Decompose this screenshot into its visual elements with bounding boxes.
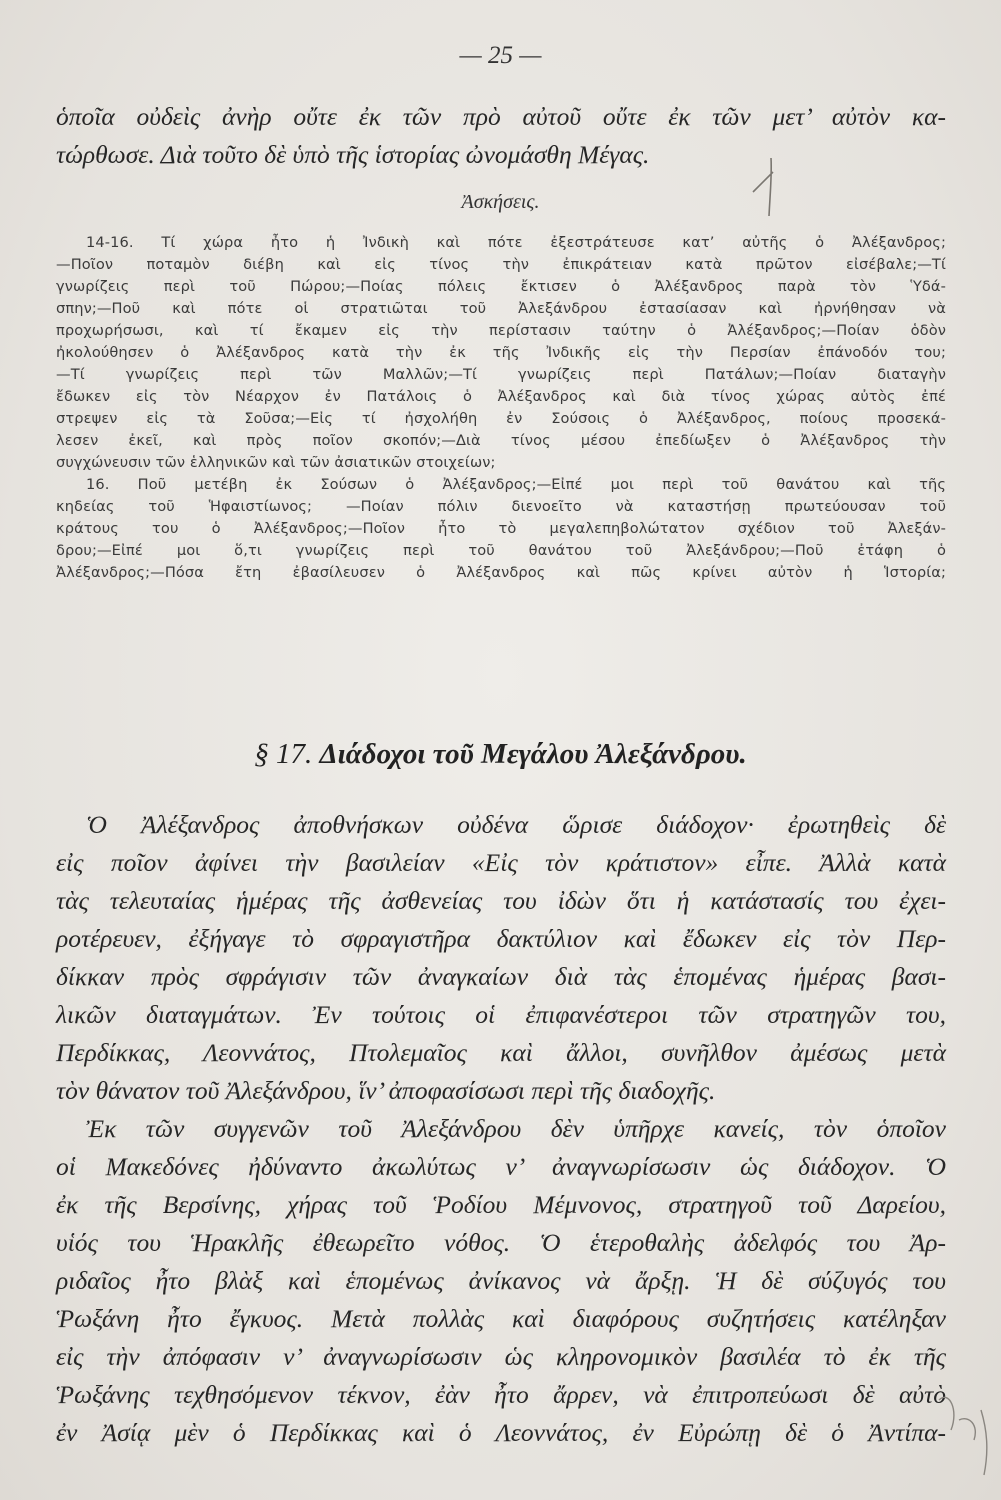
text-line: Ὁ Ἀλέξανδρος ἀποθνήσκων οὐδένα ὥρισε διάδοχον· ἐρωτηθεὶς δὲ (86, 810, 946, 839)
text-line: ἐν Ἀσίᾳ μὲν ὁ Περδίκκας καὶ ὁ Λεοννάτος, ἐν Εὐρώπῃ δὲ ὁ Ἀντίπα- (56, 1418, 946, 1447)
exercise-line: —Τί γνωρίζεις περὶ τῶν Μαλλῶν;—Τί γνωρίζεις περὶ Πατάλων;—Ποίαν διαταγὴν (56, 366, 946, 383)
exercise-line: γνωρίζεις περὶ τοῦ Πώρου;—Ποίας πόλεις ἔκτισεν ὁ Ἀλέξανδρος παρὰ τὸν Ὑδά- (56, 278, 946, 295)
exercise-line: 16. Ποῦ μετέβη ἐκ Σούσων ὁ Ἀλέξανδρος;—Εἰπέ μοι περὶ τοῦ θανάτου καὶ τῆς (86, 476, 946, 493)
page-number: — 25 — (459, 42, 542, 69)
text-line: τὸν θάνατον τοῦ Ἀλεξάνδρου, ἵν’ ἀποφασίσωσι περὶ τῆς διαδοχῆς. (56, 1076, 716, 1105)
intro-paragraph (56, 98, 946, 174)
text-line: οἱ Μακεδόνες ἠδύναντο ἀκωλύτως ν’ ἀναγνωρίσωσιν ὡς διάδοχον. Ὁ (56, 1152, 946, 1181)
exercise-line: στρεψεν εἰς τὰ Σοῦσα;—Εἰς τί ἠσχολήθη ἐν Σούσοις ὁ Ἀλέξανδρος, ποίους προσεκά- (56, 410, 946, 427)
exercise-line: προχωρήσωσι, καὶ τί ἔκαμεν εἰς τὴν περίστασιν ταύτην ὁ Ἀλέξανδρος;—Ποίαν ὁδὸν (56, 322, 946, 339)
exercises-heading: Ἀσκήσεις. (461, 191, 540, 213)
exercise-line: ἔδωκεν εἰς τὸν Νέαρχον ἐν Πατάλοις ὁ Ἀλέξανδρος καὶ διὰ τίνος χώρας αὐτὸς ἐπέ (56, 388, 946, 405)
section-title: Διάδοχοι τοῦ Μεγάλου Ἀλεξάνδρου. (319, 738, 747, 770)
text-line: Ῥωξάνης τεχθησόμενον τέκνον, ἐὰν ἦτο ἄρρεν, νὰ ἐπιτροπεύωσι δὲ αὐτὸ (56, 1380, 946, 1409)
exercise-line: λεσεν ἐκεῖ, καὶ πρὸς ποῖον σκοπόν;—Διὰ τίνος μέσου ἐπεδίωξεν ὁ Ἀλέξανδρος τὴν (56, 432, 946, 449)
text-line: τὰς τελευταίας ἡμέρας τῆς ἀσθενείας του ἰδὼν ὅτι ἡ κατάστασίς του ἐχει- (56, 886, 946, 915)
exercise-line: δρου;—Εἰπέ μοι ὅ,τι γνωρίζεις περὶ τοῦ θανάτου τοῦ Ἀλεξάνδρου;—Ποῦ ἐτάφη ὁ (56, 542, 946, 559)
text-line: εἰς ποῖον ἀφίνει τὴν βασιλείαν «Εἰς τὸν κράτιστον» εἶπε. Ἀλλὰ κατὰ (56, 848, 946, 877)
text-line: τώρθωσε. Διὰ τοῦτο δὲ ὑπὸ τῆς ἱστορίας ὠνομάσθη Μέγας. (56, 140, 650, 169)
handwritten-margin-note-icon (929, 1380, 999, 1490)
exercise-line: κηδείας τοῦ Ἡφαιστίωνος; —Ποίαν πόλιν διενοεῖτο νὰ καταστήσῃ πρωτεύουσαν τοῦ (56, 498, 946, 515)
text-line: Ῥωξάνη ἦτο ἔγκυος. Μετὰ πολλὰς καὶ διαφόρους συζητήσεις κατέληξαν (56, 1304, 946, 1333)
text-line: Ἐκ τῶν συγγενῶν τοῦ Ἀλεξάνδρου δὲν ὑπῆρχε κανείς, τὸν ὁποῖον (86, 1114, 946, 1143)
text-line: ροτέρευεν, ἐξήγαγε τὸ σφραγιστῆρα δακτύλιον καὶ ἔδωκεν εἰς τὸν Περ- (56, 924, 946, 953)
text-line: ἐκ τῆς Βερσίνης, χήρας τοῦ Ῥοδίου Μέμνονος, στρατηγοῦ τοῦ Δαρείου, (56, 1190, 946, 1219)
exercises-block (56, 232, 946, 584)
text-line: ριδαῖος ἦτο βλὰξ καὶ ἑπομένως ἀνίκανος νὰ ἄρξῃ. Ἡ δὲ σύζυγός του (56, 1266, 946, 1295)
text-line: λικῶν διαταγμάτων. Ἐν τούτοις οἱ ἐπιφανέστεροι τῶν στρατηγῶν του, (56, 1000, 946, 1029)
body-paragraphs (56, 806, 946, 1452)
exercise-line: ἠκολούθησεν ὁ Ἀλέξανδρος κατὰ τὴν ἐκ τῆς Ἰνδικῆς εἰς τὴν Περσίαν ἐπάνοδόν του; (56, 344, 946, 361)
text-line: ὁποῖα οὐδεὶς ἀνὴρ οὔτε ἐκ τῶν πρὸ αὐτοῦ οὔτε ἐκ τῶν μετ’ αὐτὸν κα- (56, 102, 946, 131)
exercise-line: Ἀλέξανδρος;—Πόσα ἔτη ἐβασίλευσεν ὁ Ἀλέξανδρος καὶ πῶς κρίνει αὐτὸν ἡ Ἱστορία; (56, 564, 946, 581)
section-number: § 17. (254, 738, 313, 770)
exercise-line: συγχώνευσιν τῶν ἑλληνικῶν καὶ τῶν ἀσιατικῶν στοιχείων; (56, 454, 496, 471)
exercise-line: —Ποῖον ποταμὸν διέβη καὶ εἰς τίνος τὴν ἐπικράτειαν κατὰ πρῶτον εἰσέβαλε;—Τί (56, 256, 946, 273)
text-line: εἰς τὴν ἀπόφασιν ν’ ἀναγνωρίσωσιν ὡς κληρονομικὸν βασιλέα τὸ ἐκ τῆς (56, 1342, 946, 1371)
exercise-line: σπην;—Ποῦ καὶ πότε οἱ στρατιῶται τοῦ Ἀλεξάνδρου ἐστασίασαν καὶ ἠρνήθησαν νὰ (56, 300, 946, 317)
exercise-line: 14-16. Τί χώρα ἦτο ἡ Ἰνδικὴ καὶ πότε ἐξεστράτευσε κατ’ αὐτῆς ὁ Ἀλέξανδρος; (86, 234, 946, 251)
text-line: υἱός του Ἡρακλῆς ἐθεωρεῖτο νόθος. Ὁ ἑτεροθαλὴς ἀδελφός του Ἀρ- (56, 1228, 946, 1257)
text-line: Περδίκκας, Λεοννάτος, Πτολεμαῖος καὶ ἄλλοι, συνῆλθον ἀμέσως μετὰ (56, 1038, 946, 1067)
exercise-line: κράτους του ὁ Ἀλέξανδρος;—Ποῖον ἦτο τὸ μεγαλεπηβολώτατον σχέδιον τοῦ Ἀλεξάν- (56, 520, 946, 537)
section-heading (0, 738, 1001, 771)
text-line: δίκκαν πρὸς σφράγισιν τῶν ἀναγκαίων διὰ τὰς ἑπομένας ἡμέρας βασι- (56, 962, 946, 991)
